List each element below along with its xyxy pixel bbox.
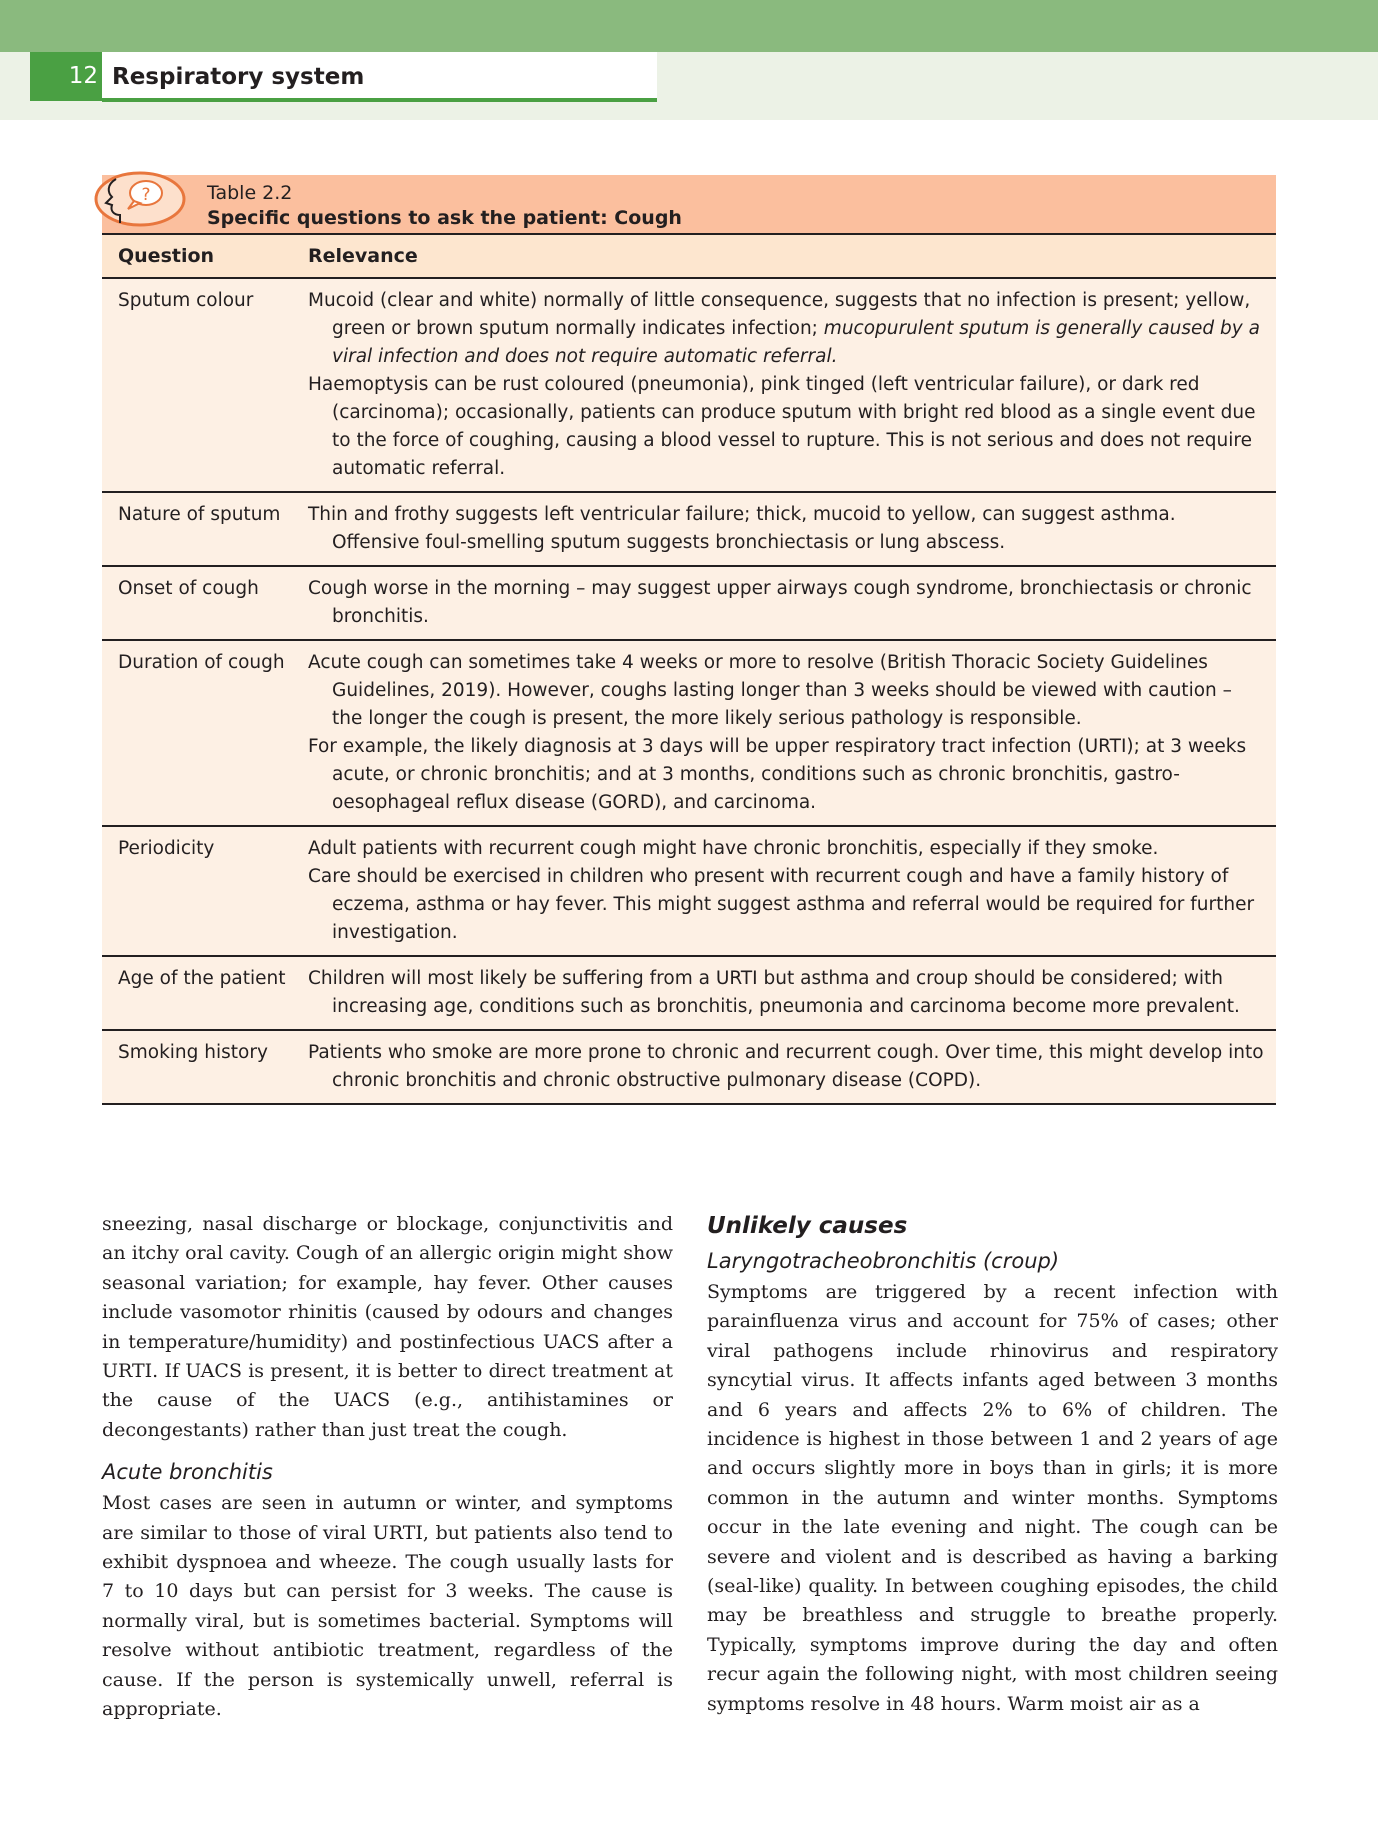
- relevance-text: Acute cough can sometimes take 4 weeks or more to resolve (British Thoracic Society Guidelines Guidelines, 2019). However, coughs lasting longer than 3 weeks should be viewed with caution – the longer the cough is present, the more likely serious pathology is responsible.: [308, 652, 1232, 729]
- row-question: Periodicity: [118, 838, 215, 859]
- header-green-band: [0, 0, 1378, 52]
- row-relevance: [308, 965, 1264, 1021]
- row-relevance: [308, 649, 1264, 817]
- relevance-text: Children will most likely be suffering from a URTI but asthma and croup should be considered; with increasing age, conditions such as bronchitis, pneumonia and carcinoma become more prevalent.: [308, 968, 1240, 1017]
- relevance-text: Thin and frothy suggests left ventricular failure; thick, mucoid to yellow, can suggest asthma. Offensive foul-smelling sputum suggests bronchiectasis or lung abscess.: [308, 504, 1176, 553]
- table-body: [102, 279, 1276, 1105]
- table-row: [102, 957, 1276, 1031]
- body-paragraph: Most cases are seen in autumn or winter, and symptoms are similar to those of viral URTI, but patients also tend to exhibit dyspnoea and wheeze. The cough usually lasts for 7 to 10 days but can persist for 3 weeks. The cause is normally viral, but is sometimes bacterial. Symptoms will resolve without antibiotic treatment, regardless of the cause. If the person is systemically unwell, referral is appropriate.: [102, 1492, 673, 1721]
- relevance-paragraph: [308, 501, 1264, 557]
- left-text-column: [102, 1210, 673, 1725]
- row-relevance: [308, 501, 1264, 557]
- row-question: Age of the patient: [118, 968, 286, 989]
- table-column-header: [102, 235, 1276, 279]
- relevance-text: Care should be exercised in children who present with recurrent cough and have a family history of eczema, asthma or hay fever. This might suggest asthma and referral would be required for further investigation.: [308, 866, 1255, 943]
- relevance-paragraph: [308, 733, 1264, 817]
- relevance-paragraph: [308, 287, 1264, 371]
- subheading-acute-bronchitis: Acute bronchitis: [102, 1460, 273, 1485]
- question-speech-head-icon: [94, 171, 186, 227]
- relevance-paragraph: [308, 965, 1264, 1021]
- relevance-text: Adult patients with recurrent cough might have chronic bronchitis, especially if they smoke.: [308, 838, 1159, 859]
- table-row: [102, 827, 1276, 957]
- row-relevance: [308, 575, 1264, 631]
- relevance-text: Patients who smoke are more prone to chronic and recurrent cough. Over time, this might develop into chronic bronchitis and chronic obstructive pulmonary disease (COPD).: [308, 1042, 1264, 1091]
- relevance-italic-text: mucopurulent sputum is generally caused by a viral infection and does not require automatic referral.: [332, 318, 1260, 367]
- right-text-column: [707, 1210, 1278, 1719]
- row-question: Sputum colour: [118, 290, 254, 311]
- table-title-band: [102, 175, 1276, 235]
- table-title: Specific questions to ask the patient: Cough: [207, 207, 682, 229]
- row-relevance: [308, 287, 1264, 483]
- row-relevance: [308, 1039, 1264, 1095]
- row-question: Onset of cough: [118, 578, 259, 599]
- row-question: Nature of sputum: [118, 504, 281, 525]
- relevance-text: Cough worse in the morning – may suggest upper airways cough syndrome, bronchiectasis or chronic bronchitis.: [308, 578, 1252, 627]
- heading-unlikely-causes: Unlikely causes: [707, 1213, 908, 1239]
- relevance-paragraph: [308, 863, 1264, 947]
- row-question: Smoking history: [118, 1042, 268, 1063]
- body-paragraph: Symptoms are triggered by a recent infection with parainfluenza virus and account for 75% of cases; other viral pathogens include rhinovirus and respiratory syncytial virus. It affects infants aged between 3 months and 6 years and affects 2% to 6% of children. The incidence is highest in those between 1 and 2 years of age and occurs slightly more in boys than in girls; it is more common in the autumn and winter months. Symptoms occur in the late evening and night. The cough can be severe and violent and is described as having a barking (seal-like) quality. In between coughing episodes, the child may be breathless and struggle to breathe properly. Typically, symptoms improve during the day and often recur again the following night, with most children seeing symptoms resolve in 48 hours. Warm moist air as a: [707, 1281, 1278, 1715]
- table-number: Table 2.2: [207, 182, 293, 204]
- svg-text:?: ?: [141, 185, 151, 205]
- table-row: [102, 279, 1276, 493]
- table-row: [102, 493, 1276, 567]
- relevance-paragraph: [308, 371, 1264, 483]
- relevance-paragraph: [308, 575, 1264, 631]
- body-paragraph: sneezing, nasal discharge or blockage, conjunctivitis and an itchy oral cavity. Cough of an allergic origin might show seasonal variation; for example, hay fever. Other causes include vasomotor rhinitis (caused by odours and changes in temperature/humidity) and postinfectious UACS after a URTI. If UACS is present, it is better to direct treatment at the cause of the UACS (e.g., antihistamines or decongestants) rather than just treat the cough.: [102, 1213, 673, 1441]
- relevance-text: For example, the likely diagnosis at 3 days will be upper respiratory tract infection (URTI); at 3 weeks acute, or chronic bronchitis; and at 3 months, conditions such as chronic bronchitis, gastro-oesophageal reflux disease (GORD), and carcinoma.: [308, 736, 1247, 813]
- column-header-relevance: Relevance: [308, 245, 418, 267]
- column-header-question: Question: [118, 245, 215, 267]
- running-section-title: Respiratory system: [102, 52, 657, 102]
- table-row: [102, 1031, 1276, 1103]
- relevance-text: Haemoptysis can be rust coloured (pneumonia), pink tinged (left ventricular failure), or dark red (carcinoma); occasionally, patients can produce sputum with bright red blood as a single event due to the force of coughing, causing a blood vessel to rupture. This is not serious and does not require automatic referral.: [308, 374, 1256, 479]
- relevance-paragraph: [308, 649, 1264, 733]
- table-2-2: [102, 175, 1276, 1105]
- relevance-paragraph: [308, 835, 1264, 863]
- table-row: [102, 567, 1276, 641]
- table-row: [102, 641, 1276, 827]
- relevance-text: Mucoid (clear and white) normally of little consequence, suggests that no infection is present; yellow, green or brown sputum normally indicates infection;: [308, 290, 1251, 339]
- row-question: Duration of cough: [118, 652, 285, 673]
- row-relevance: [308, 835, 1264, 947]
- subheading-croup: Laryngotracheobronchitis (croup): [707, 1249, 1060, 1273]
- relevance-paragraph: [308, 1039, 1264, 1095]
- page-number: 12: [30, 52, 102, 101]
